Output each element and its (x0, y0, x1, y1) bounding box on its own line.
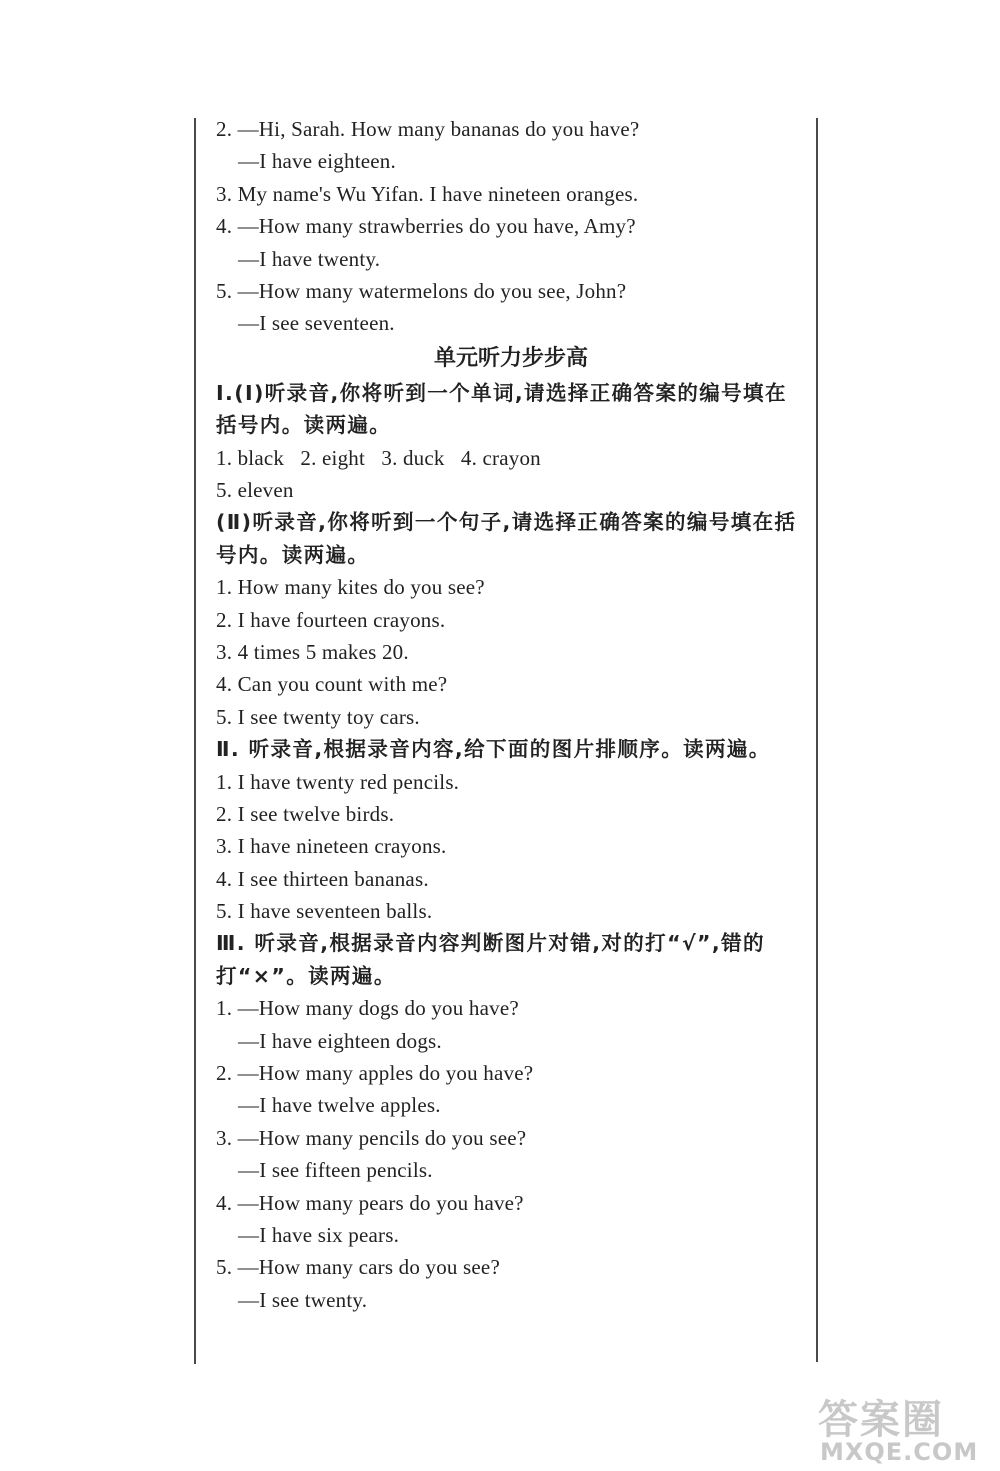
dialogue-line: —I have eighteen dogs. (238, 1028, 442, 1053)
dialogue-line: 2. —Hi, Sarah. How many bananas do you have? (216, 117, 640, 141)
dialogue-line: —I see seventeen. (238, 311, 395, 336)
dialogue-line: —I have twenty. (238, 246, 381, 271)
answer-line: 5. I see twenty toy cars. (216, 704, 420, 729)
dialogue-line: 1. —How many dogs do you have? (216, 996, 519, 1021)
left-margin-rule (194, 118, 196, 1364)
dialogue-line: —I have twelve apples. (238, 1093, 441, 1118)
part-heading: Ⅲ. 听录音,根据录音内容判断图片对错,对的打“√”,错的打“×”。读两遍。 (216, 931, 765, 988)
answer-line: 2. I see twelve birds. (216, 801, 395, 826)
answer-line: 4. I see thirteen bananas. (216, 866, 429, 891)
answer-line: 3. I have nineteen crayons. (216, 834, 447, 859)
site-watermark (818, 1388, 996, 1468)
dialogue-line: 2. —How many apples do you have? (216, 1061, 534, 1086)
page-content (216, 113, 806, 1316)
dialogue-line: 4. —How many strawberries do you have, Amy? (216, 214, 636, 239)
dialogue-line: —I have six pears. (238, 1223, 400, 1247)
answer-line: 3. 4 times 5 makes 20. (216, 639, 409, 664)
answer-line: 5. I have seventeen balls. (216, 899, 433, 924)
watermark-logo-text: 答案圈 (818, 1397, 944, 1443)
dialogue-line: —I see fifteen pencils. (238, 1158, 433, 1183)
answer-line: 5. eleven (216, 477, 294, 502)
dialogue-line: 5. —How many watermelons do you see, John? (216, 278, 627, 303)
dialogue-line: 5. —How many cars do you see? (216, 1255, 500, 1280)
part-heading: Ⅰ.(Ⅰ)听录音,你将听到一个单词,请选择正确答案的编号填在括号内。读两遍。 (216, 380, 787, 438)
answer-line: 1. I have twenty red pencils. (216, 769, 460, 794)
watermark-url: MXQE.COM (820, 1438, 979, 1466)
answer-line: 2. I have fourteen crayons. (216, 607, 446, 632)
answer-line: 1. black 2. eight 3. duck 4. crayon (216, 445, 541, 470)
part-heading: (Ⅱ)听录音,你将听到一个句子,请选择正确答案的编号填在括号内。读两遍。 (216, 510, 797, 567)
dialogue-line: 3. —How many pencils do you see? (216, 1125, 527, 1150)
answer-line: 4. Can you count with me? (216, 672, 448, 697)
dialogue-line: 4. —How many pears do you have? (216, 1190, 524, 1215)
section-title: 单元听力步步高 (433, 345, 588, 371)
answer-line: 1. How many kites do you see? (216, 575, 485, 600)
right-margin-rule (816, 118, 818, 1362)
dialogue-line: —I have eighteen. (238, 149, 396, 174)
dialogue-line: 3. My name's Wu Yifan. I have nineteen oranges. (216, 181, 639, 206)
dialogue-line: —I see twenty. (238, 1287, 368, 1312)
part-heading: Ⅱ. 听录音,根据录音内容,给下面的图片排顺序。读两遍。 (216, 737, 771, 762)
